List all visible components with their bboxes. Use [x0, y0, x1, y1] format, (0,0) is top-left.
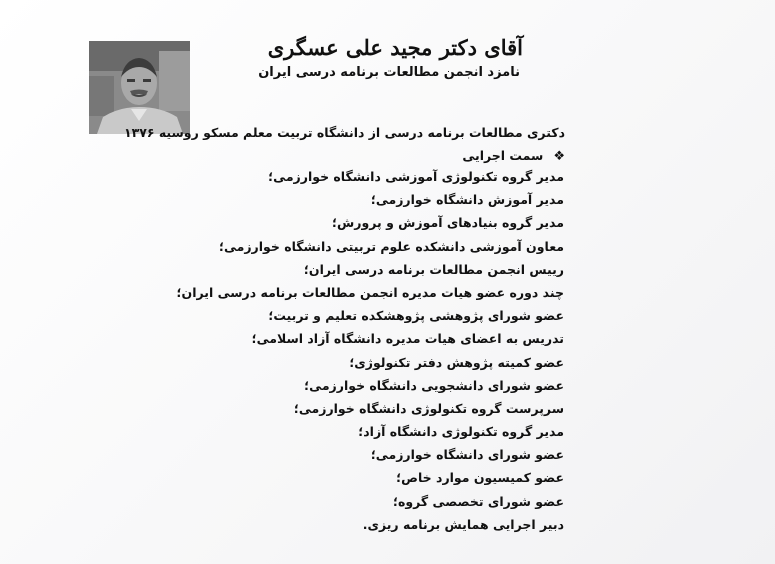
section-heading-label: سمت اجرایی [462, 148, 544, 163]
list-item: تدریس به اعضای هیات مدیره دانشگاه آزاد اسلامی؛ [251, 331, 564, 347]
fleuron-bullet-icon: ❖ [553, 149, 565, 164]
list-item: معاون آموزشی دانشکده علوم تربیتی دانشگاه خوارزمی؛ [218, 238, 564, 254]
list-item: عضو شورای تخصصی گروه؛ [393, 493, 564, 509]
list-item: سرپرست گروه تکنولوژی دانشگاه خوارزمی؛ [293, 400, 564, 416]
section-heading [265, 147, 565, 166]
list-item: عضو کمیسیون موارد خاص؛ [396, 470, 564, 486]
list-item: مدیر گروه تکنولوژی آموزشی دانشگاه خوارزمی؛ [268, 169, 564, 184]
list-item: مدیر گروه بنیادهای آموزش و پرورش؛ [332, 215, 564, 231]
list-item: عضو کمیته پژوهش دفتر تکنولوژی؛ [349, 354, 564, 370]
person-name-title: آقای دکتر مجید علی عسگری [267, 35, 523, 60]
list-item: دبیر اجرایی همایش برنامه ریزی. [362, 516, 564, 532]
list-item: چند دوره عضو هیات مدیره انجمن مطالعات برنامه درسی ایران؛ [176, 284, 564, 300]
list-item: مدیر گروه تکنولوژی دانشگاه آزاد؛ [358, 424, 564, 440]
degree-line: دکتری مطالعات برنامه درسی از دانشگاه تربیت معلم مسکو روسیه ۱۳۷۶ [123, 125, 565, 140]
list-item: مدیر آموزش دانشگاه خوارزمی؛ [370, 192, 564, 208]
candidacy-subtitle: نامزد انجمن مطالعات برنامه درسی ایران [258, 65, 520, 80]
list-item: عضو شورای پژوهشی پژوهشکده تعلیم و تربیت؛ [268, 308, 564, 324]
list-item: رییس انجمن مطالعات برنامه درسی ایران؛ [303, 261, 564, 277]
list-item: عضو شورای دانشجویی دانشگاه خوارزمی؛ [304, 377, 564, 393]
list-item: عضو شورای دانشگاه خوارزمی؛ [370, 447, 564, 463]
roles-list [64, 165, 564, 536]
